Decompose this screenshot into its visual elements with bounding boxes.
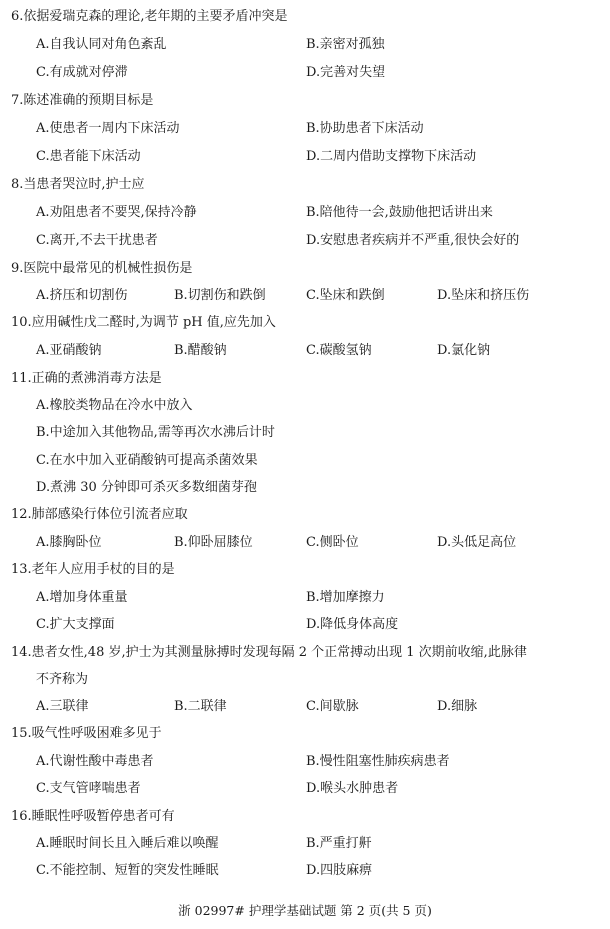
option-b: B.陪他待一会,鼓励他把话讲出来 [306, 205, 493, 220]
option-a: A.三联律 [36, 699, 89, 714]
question-stem: 6.依据爱瑞克森的理论,老年期的主要矛盾冲突是 [11, 9, 288, 24]
option-d: D.喉头水肿患者 [306, 781, 399, 796]
option-c: C.扩大支撑面 [36, 617, 115, 632]
option-d: D.坠床和挤压伤 [437, 288, 530, 303]
option-d: D.完善对失望 [306, 65, 386, 80]
option-d: D.四肢麻痹 [306, 863, 373, 878]
question-stem: 14.患者女性,48 岁,护士为其测量脉搏时发现每隔 2 个正常搏动出现 1 次期前收缩,此脉律 [11, 645, 527, 660]
question-stem: 16.睡眠性呼吸暂停患者可有 [11, 809, 175, 824]
option-d: D.头低足高位 [437, 535, 517, 550]
option-c: C.在水中加入亚硝酸钠可提高杀菌效果 [36, 453, 258, 468]
option-b: B.增加摩擦力 [306, 590, 385, 605]
option-d: D.细脉 [437, 699, 478, 714]
option-a: A.橡胶类物品在冷水中放入 [36, 398, 193, 413]
option-b: B.仰卧屈膝位 [174, 535, 253, 550]
option-a: A.睡眠时间长且入睡后难以唤醒 [36, 836, 219, 851]
option-a: A.代谢性酸中毒患者 [36, 754, 154, 769]
option-c: C.间歇脉 [306, 699, 359, 714]
option-b: B.亲密对孤独 [306, 37, 385, 52]
question-stem: 12.肺部感染行体位引流者应取 [11, 507, 188, 522]
option-b: B.中途加入其他物品,需等再次水沸后计时 [36, 425, 275, 440]
option-a: A.自我认同对角色紊乱 [36, 37, 167, 52]
option-d: D.二周内借助支撑物下床活动 [306, 149, 477, 164]
option-a: A.增加身体重量 [36, 590, 128, 605]
option-a: A.亚硝酸钠 [36, 343, 102, 358]
option-c: C.碳酸氢钠 [306, 343, 372, 358]
question-stem: 13.老年人应用手杖的目的是 [11, 562, 175, 577]
question-stem: 9.医院中最常见的机械性损伤是 [11, 261, 193, 276]
option-c: C.侧卧位 [306, 535, 359, 550]
question-stem: 15.吸气性呼吸困难多见于 [11, 726, 162, 741]
option-c: C.支气管哮喘患者 [36, 781, 141, 796]
question-stem: 10.应用碱性戊二醛时,为调节 pH 值,应先加入 [11, 315, 276, 330]
option-b: B.慢性阻塞性肺疾病患者 [306, 754, 450, 769]
option-a: A.膝胸卧位 [36, 535, 102, 550]
option-c: C.离开,不去干扰患者 [36, 233, 158, 248]
question-stem-continued: 不齐称为 [36, 672, 89, 687]
option-b: B.二联律 [174, 699, 227, 714]
option-b: B.切割伤和跌倒 [174, 288, 266, 303]
option-b: B.醋酸钠 [174, 343, 227, 358]
option-d: D.氯化钠 [437, 343, 491, 358]
question-stem: 11.正确的煮沸消毒方法是 [11, 371, 162, 386]
option-d: D.安慰患者疾病并不严重,很快会好的 [306, 233, 520, 248]
option-a: A.使患者一周内下床活动 [36, 121, 180, 136]
option-b: B.严重打鼾 [306, 836, 372, 851]
option-c: C.坠床和跌倒 [306, 288, 385, 303]
option-c: C.有成就对停滞 [36, 65, 128, 80]
option-b: B.协助患者下床活动 [306, 121, 424, 136]
option-a: A.挤压和切割伤 [36, 288, 128, 303]
option-d: D.降低身体高度 [306, 617, 399, 632]
option-c: C.不能控制、短暂的突发性睡眠 [36, 863, 219, 878]
question-stem: 7.陈述准确的预期目标是 [11, 93, 154, 108]
question-stem: 8.当患者哭泣时,护士应 [11, 177, 145, 192]
option-c: C.患者能下床活动 [36, 149, 141, 164]
option-d: D.煮沸 30 分钟即可杀灭多数细菌芽孢 [36, 480, 257, 495]
page-footer: 浙 02997# 护理学基础试题 第 2 页(共 5 页) [178, 903, 432, 918]
option-a: A.劝阻患者不要哭,保持冷静 [36, 205, 197, 220]
